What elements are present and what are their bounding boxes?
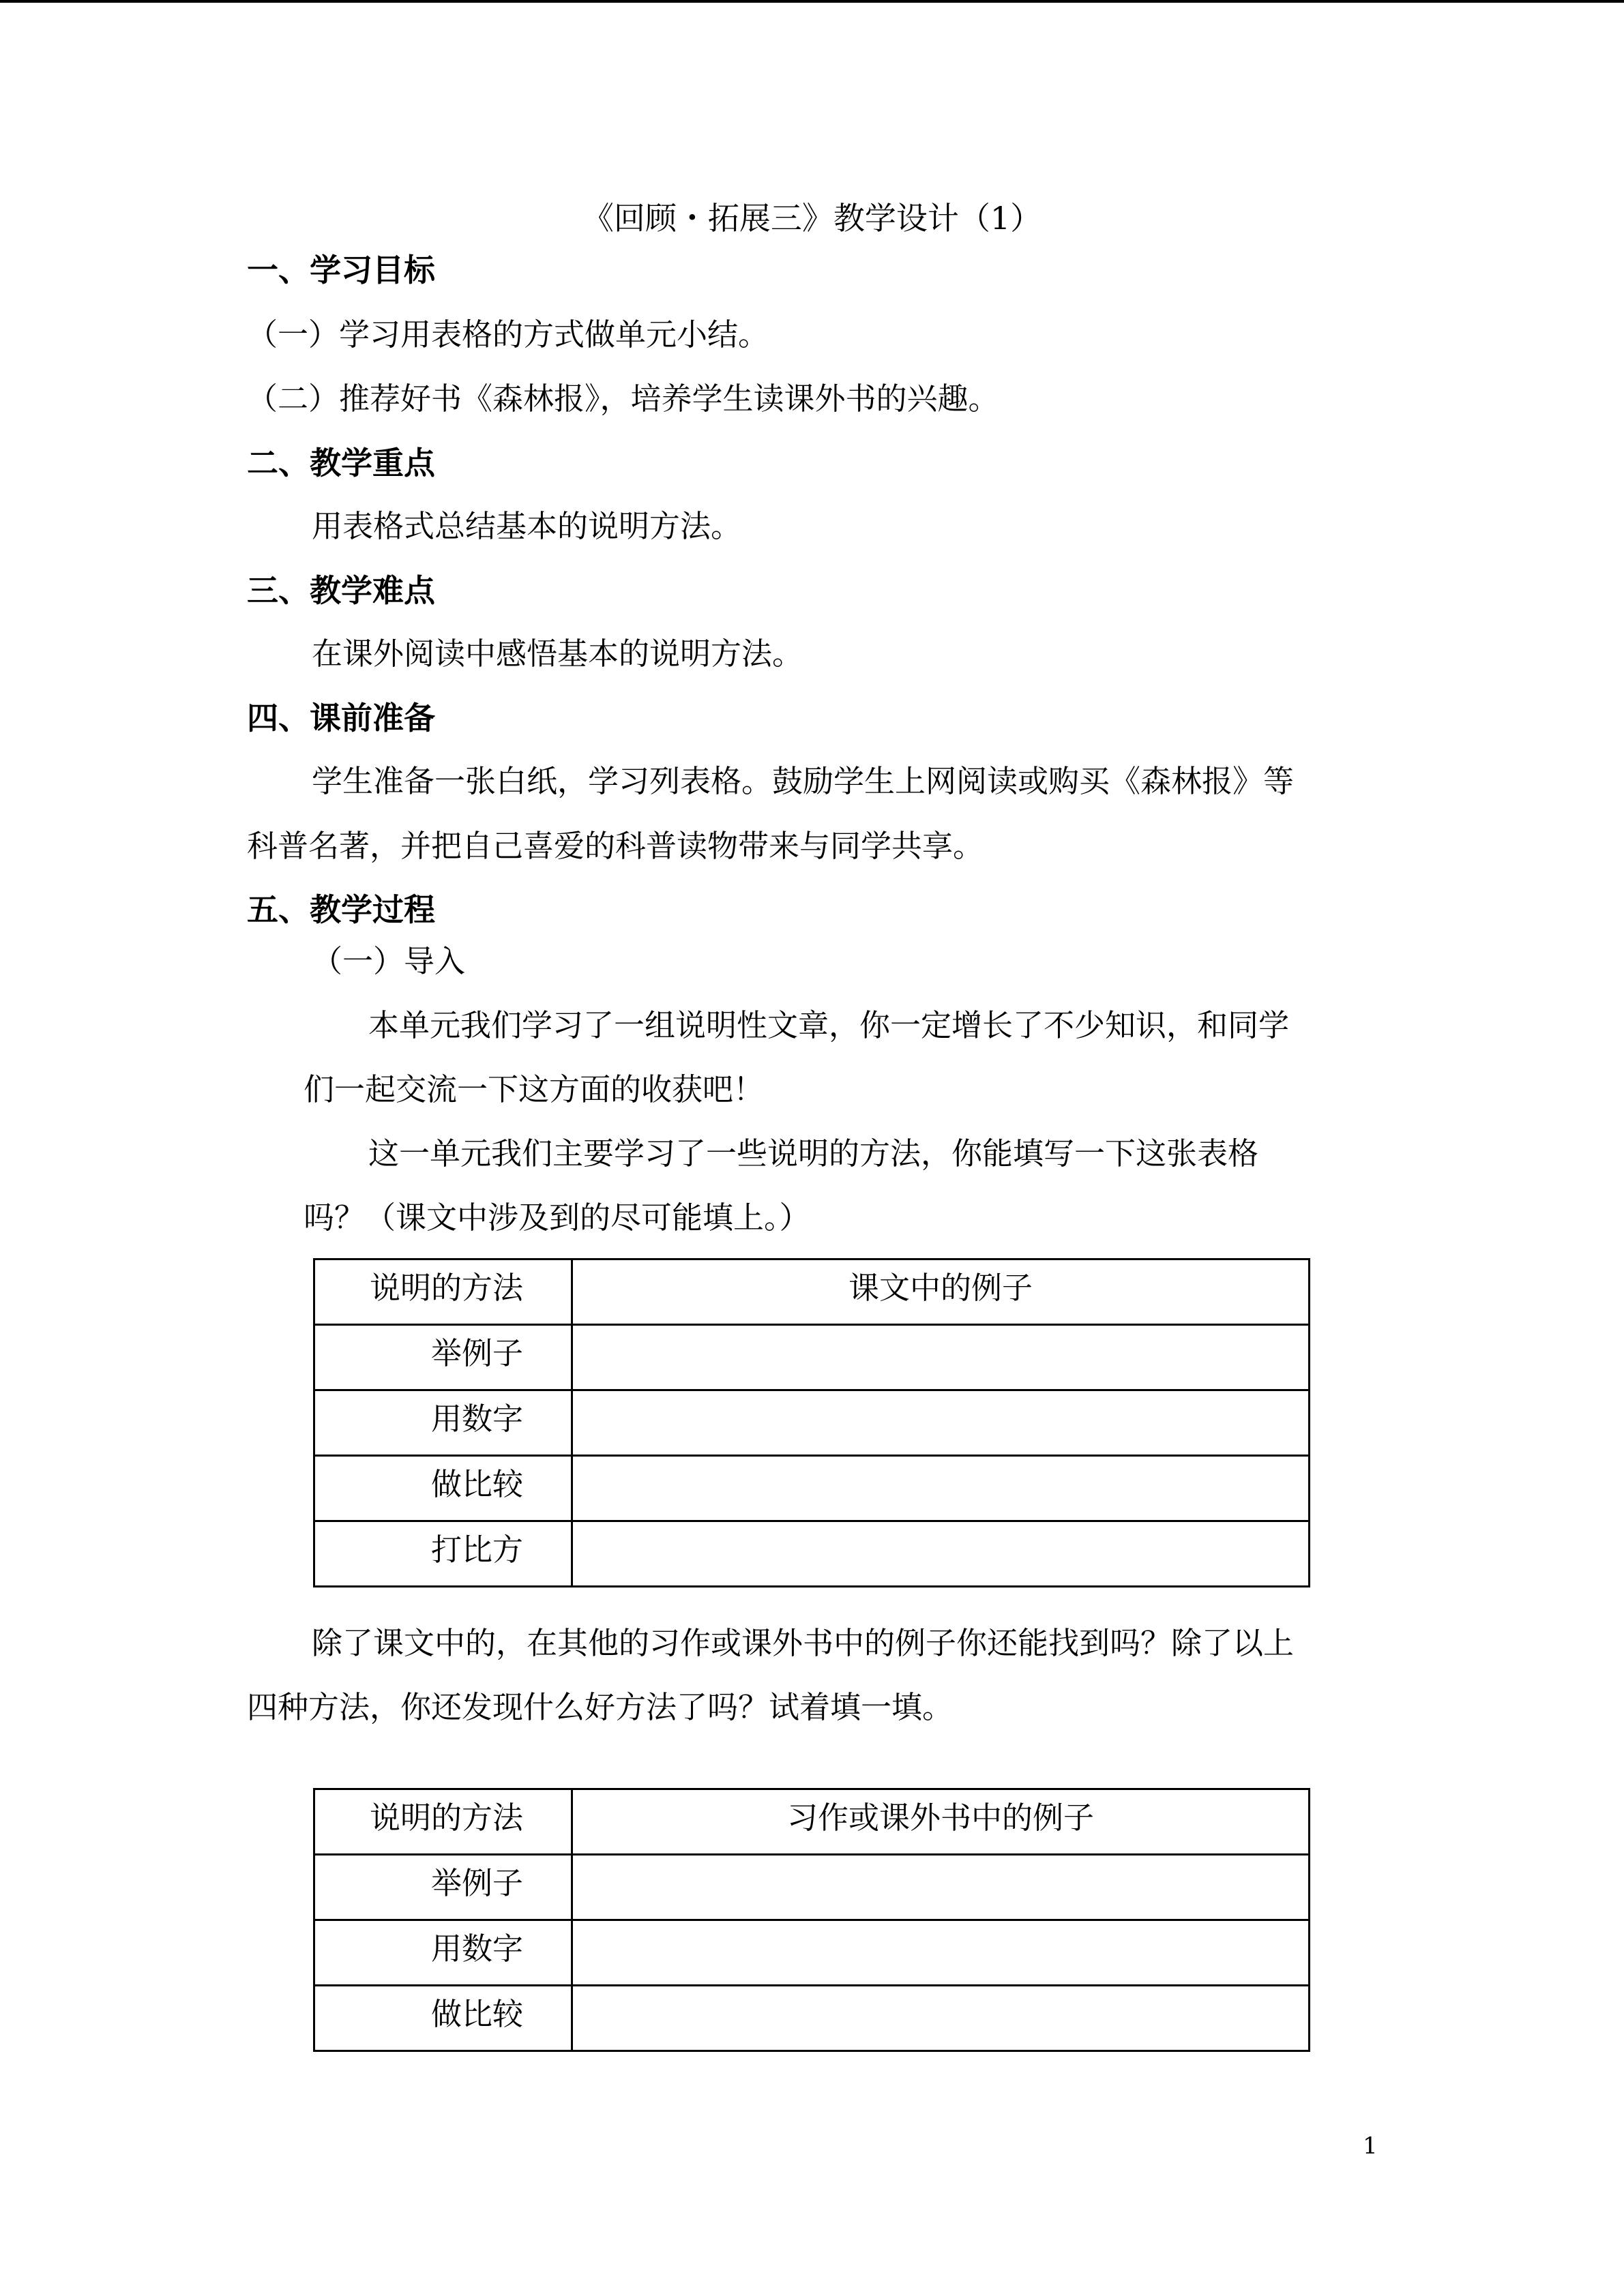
goal-item-2: （二）推荐好书《森林报》，培养学生读课外书的兴趣。 (247, 381, 999, 417)
table-header-method: 说明的方法 (314, 1259, 572, 1325)
method-cell: 用数字 (314, 1390, 572, 1456)
preparation-line-2: 科普名著，并把自己喜爱的科普读物带来与同学共享。 (247, 828, 984, 864)
example-cell[interactable] (572, 1855, 1310, 1920)
method-cell: 打比方 (314, 1521, 572, 1587)
table-header-examples: 习作或课外书中的例子 (572, 1789, 1310, 1855)
table-row (314, 1325, 1310, 1390)
goal-item-1: （一）学习用表格的方式做单元小结。 (247, 316, 769, 353)
table-row (314, 1390, 1310, 1456)
heading-teaching-process: 五、教学过程 (247, 891, 435, 928)
intro-paragraph-2-line-1: 这一单元我们主要学习了一些说明的方法，你能填写一下这张表格 (368, 1135, 1259, 1172)
method-cell: 做比较 (314, 1986, 572, 2051)
method-cell: 举例子 (314, 1325, 572, 1390)
example-cell[interactable] (572, 1325, 1310, 1390)
table-header-examples: 课文中的例子 (572, 1259, 1310, 1325)
heading-teaching-difficulty: 三、教学难点 (247, 572, 435, 609)
table-header-row (314, 1789, 1310, 1855)
table-row (314, 1986, 1310, 2051)
method-cell: 举例子 (314, 1855, 572, 1920)
intro-paragraph-2-line-2: 吗？（课文中涉及到的尽可能填上。） (304, 1199, 810, 1236)
example-cell[interactable] (572, 1521, 1310, 1587)
page-number: 1 (1363, 2132, 1378, 2160)
example-cell[interactable] (572, 1920, 1310, 1986)
example-cell[interactable] (572, 1456, 1310, 1521)
heading-learning-goals: 一、学习目标 (247, 252, 435, 288)
table-header-method: 说明的方法 (314, 1789, 572, 1855)
document-title: 《回顾・拓展三》教学设计（1） (582, 200, 1042, 237)
heading-teaching-focus: 二、教学重点 (247, 445, 435, 481)
table-row (314, 1456, 1310, 1521)
intro-paragraph-1-line-1: 本单元我们学习了一组说明性文章，你一定增长了不少知识，和同学 (368, 1007, 1290, 1043)
page-top-border (0, 0, 1624, 3)
heading-preparation: 四、课前准备 (247, 700, 435, 736)
extension-paragraph-line-1: 除了课文中的，在其他的习作或课外书中的例子你还能找到吗？除了以上 (312, 1625, 1295, 1661)
table-row (314, 1521, 1310, 1587)
method-cell: 用数字 (314, 1920, 572, 1986)
example-cell[interactable] (572, 1390, 1310, 1456)
intro-paragraph-1-line-2: 们一起交流一下这方面的收获吧！ (304, 1071, 765, 1107)
method-cell: 做比较 (314, 1456, 572, 1521)
preparation-line-1: 学生准备一张白纸，学习列表格。鼓励学生上网阅读或购买《森林报》等 (312, 763, 1295, 799)
teaching-focus-text: 用表格式总结基本的说明方法。 (312, 508, 742, 544)
example-cell[interactable] (572, 1986, 1310, 2051)
extension-paragraph-line-2: 四种方法，你还发现什么好方法了吗？试着填一填。 (247, 1689, 954, 1725)
table-header-row (314, 1259, 1310, 1325)
subheading-introduction: （一）导入 (312, 943, 466, 979)
methods-table-extracurricular (313, 1788, 1310, 2052)
table-row (314, 1855, 1310, 1920)
methods-table-textbook (313, 1258, 1310, 1587)
table-row (314, 1920, 1310, 1986)
teaching-difficulty-text: 在课外阅读中感悟基本的说明方法。 (312, 636, 803, 672)
